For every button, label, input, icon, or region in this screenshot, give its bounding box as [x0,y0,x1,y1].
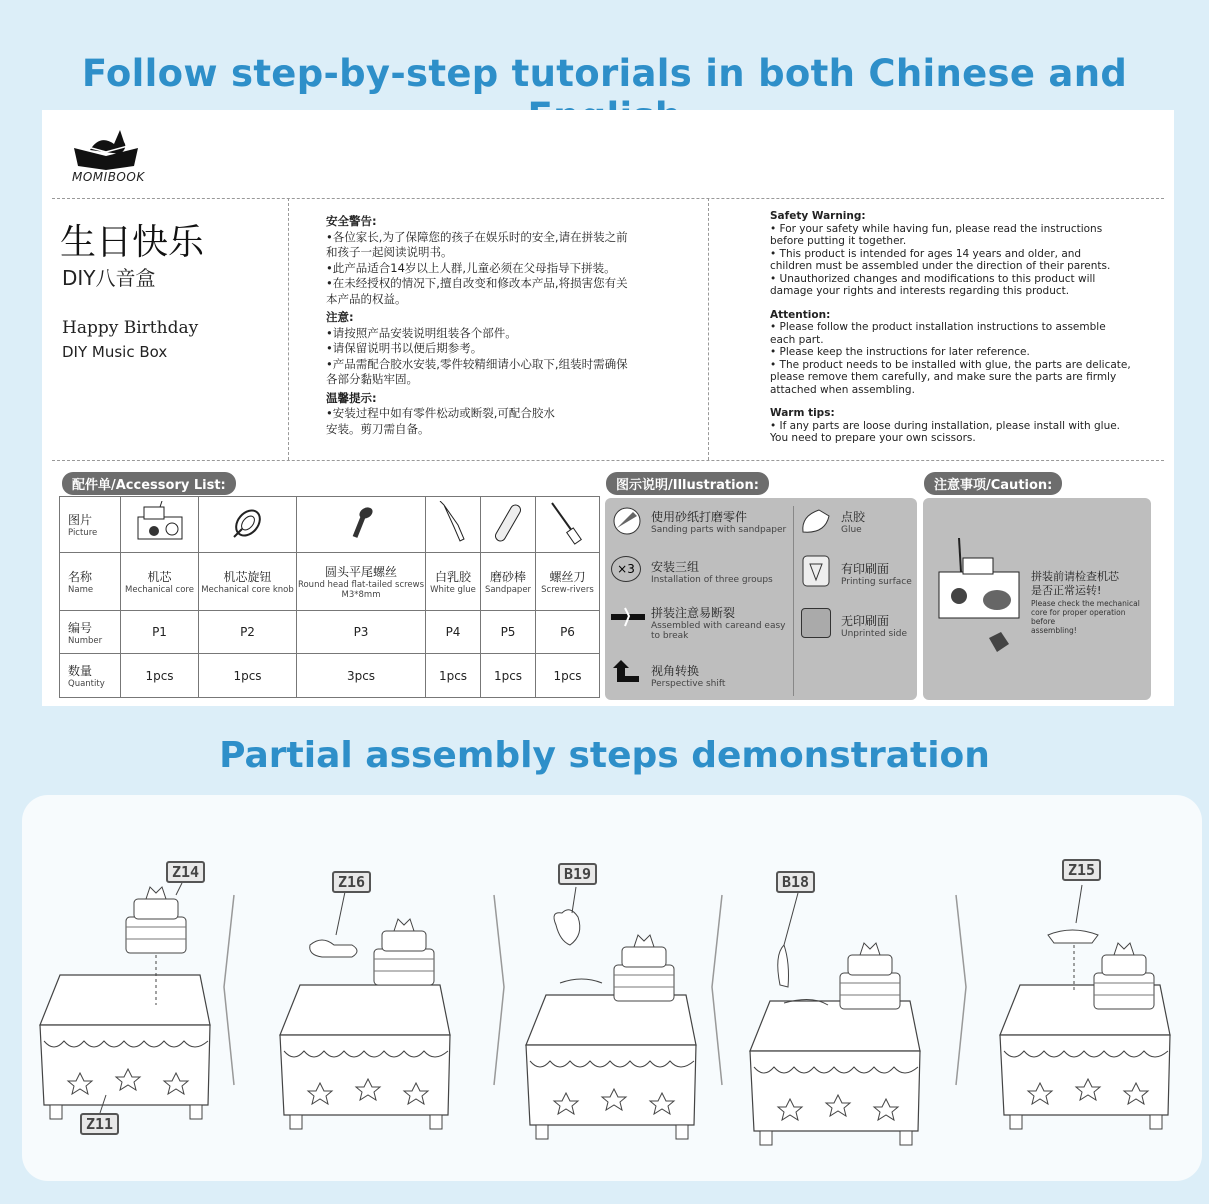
printing-surface-icon [801,554,831,588]
en-line: • Please keep the instructions for later reference. [770,346,1030,358]
item-number: P4 [426,611,481,654]
item-quantity: 1pcs [121,654,199,698]
zh-tips-title: 温馨提示: [326,390,377,405]
item-quantity: 1pcs [426,654,481,698]
item-name: 机芯 Mechanical core [121,553,199,611]
zh-attention-title: 注意: [326,310,354,324]
en-notice [770,210,1150,445]
caution-panel [923,498,1151,700]
instruction-sheet [42,110,1174,706]
zh-notice [326,214,706,437]
part-label-z14: Z14 [166,861,205,883]
white-glue-icon [426,497,481,553]
caution-line: 是否正常运转! [1031,584,1102,597]
ill-glue: 点胶 Glue [841,510,866,535]
accessory-list-title: 配件单/Accessory List: [62,472,236,495]
perspective-shift-icon [611,658,643,686]
sandpaper-icon [481,497,536,553]
en-line: • The product needs to be installed with glue, the parts are delicate, [770,358,1131,371]
brand-name: MOMIBOOK [72,170,145,184]
illustration-title: 图示说明/Illustration: [606,472,769,495]
en-line: damage your rights and interests regarding this product. [770,285,1070,297]
en-line: • For your safety while having fun, please read the instructions [770,222,1103,235]
subtitle-zh: DIY八音盒 [62,266,156,290]
caution-line: assembling! [1031,626,1077,635]
break-warning-icon [609,604,647,628]
assembly-illustration [22,795,1202,1181]
en-line: attached when assembling. [770,383,915,396]
book-cat-logo-icon [70,120,142,172]
en-line: • Unauthorized changes and modifications to this product will [770,272,1096,285]
item-quantity: 1pcs [481,654,536,698]
en-line: • Please follow the product installation instructions to assemble [770,321,1106,333]
ill-easy-break: 拼装注意易断裂 Assembled with careand easy to break [651,606,786,641]
caution-line: Please check the mechanical [1031,599,1140,608]
caution-title: 注意事项/Caution: [924,472,1062,495]
bottom-heading: Partial assembly steps demonstration [219,735,990,776]
zh-line: •此产品适合14岁以上人群,儿童必须在父母指导下拼装。 [326,260,616,275]
item-number: P1 [121,611,199,654]
subtitle-en: DIY Music Box [62,343,168,361]
core-knob-icon [199,497,297,553]
zh-line: •在未经授权的情况下,擅自改变和修改本产品,将损害您有关 [326,276,628,290]
zh-line: •各位家长,为了保障您的孩子在娱乐时的安全,请在拼装之前 [326,229,628,244]
item-name: 磨砂棒 Sandpaper [481,553,536,611]
en-line: • This product is intended for ages 14 years and older, and [770,247,1082,260]
part-label-b18: B18 [776,871,815,893]
ill-printing: 有印刷面 Printing surface [841,562,912,587]
part-label-z11: Z11 [80,1113,119,1135]
title-zh: 生日快乐 [60,222,205,263]
table-row [60,497,600,553]
part-label-b19: B19 [558,863,597,885]
row-label: 编号 Number [60,611,121,654]
accessory-table [59,496,600,698]
assembly-steps-panel [22,795,1202,1181]
sandpaper-sanding-icon [611,506,643,536]
en-line: please remove them carefully, and make sure the parts are firmly [770,371,1117,383]
glue-icon [799,506,833,536]
caution-line: core for proper operation before [1031,608,1126,626]
item-quantity: 3pcs [297,654,426,698]
ill-sanding: 使用砂纸打磨零件 Sanding parts with sandpaper [651,510,787,535]
zh-line: •请按照产品安装说明组装各个部件。 [326,325,517,340]
zh-safety-title: 安全警告: [326,214,377,228]
zh-line: 各部分黏贴牢固。 [326,372,418,386]
item-number: P6 [536,611,600,654]
table-row [60,654,600,698]
screwdriver-icon [536,497,600,553]
part-label-z15: Z15 [1062,859,1101,881]
en-attention-title: Attention: [770,308,831,321]
en-line: You need to prepare your own scissors. [770,432,976,444]
mechanical-core-caution-icon [929,528,1029,668]
zh-line: •安装过程中如有零件松动或断裂,可配合胶水 [326,406,555,420]
table-row [60,611,600,654]
item-name: 圆头平尾螺丝 Round head flat-tailed screws M3*8mm [297,553,426,611]
item-quantity: 1pcs [199,654,297,698]
item-name: 白乳胶 White glue [426,553,481,611]
en-line: • If any parts are loose during installation, please install with glue. [770,419,1121,432]
mechanical-core-icon [121,497,199,553]
title-en: Happy Birthday [62,318,199,338]
x3-icon: ×3 [611,556,641,582]
row-label: 数量 Quantity [60,654,121,698]
zh-line: •请保留说明书以便后期参考。 [326,341,483,355]
item-quantity: 1pcs [536,654,600,698]
en-safety-title: Safety Warning: [770,210,866,222]
row-label: 图片 Picture [60,497,121,553]
en-line: before putting it together. [770,235,907,247]
ill-perspective: 视角转换 Perspective shift [651,664,726,689]
row-label: 名称 Name [60,553,121,611]
item-number: P2 [199,611,297,654]
unprinted-side-icon [801,608,831,638]
caution-line: 拼装前请检查机芯 [1031,570,1119,583]
zh-line: •产品需配合胶水安装,零件较精细请小心取下,组装时需确保 [326,356,628,371]
zh-line: 安装。剪刀需自备。 [326,421,430,436]
caution-text-zh [1031,570,1119,598]
illustration-panel [605,498,917,700]
top-heading: Follow step-by-step tutorials in both Chinese and [81,52,1128,95]
ill-three-groups: 安装三组 Installation of three groups [651,560,773,585]
table-row [60,553,600,611]
screw-icon [297,497,426,553]
item-name: 机芯旋钮 Mechanical core knob [199,553,297,611]
caution-text-en [1031,599,1149,635]
en-line: each part. [770,333,824,346]
item-number: P3 [297,611,426,654]
item-name: 螺丝刀 Screw-rivers [536,553,600,611]
zh-line: 本产品的权益。 [326,291,407,306]
en-tips-title: Warm tips: [770,407,835,419]
part-label-z16: Z16 [332,871,371,893]
zh-line: 和孩子一起阅读说明书。 [326,245,453,259]
en-line: children must be assembled under the direction of their parents. [770,260,1111,272]
ill-unprinted: 无印刷面 Unprinted side [841,614,907,639]
item-number: P5 [481,611,536,654]
